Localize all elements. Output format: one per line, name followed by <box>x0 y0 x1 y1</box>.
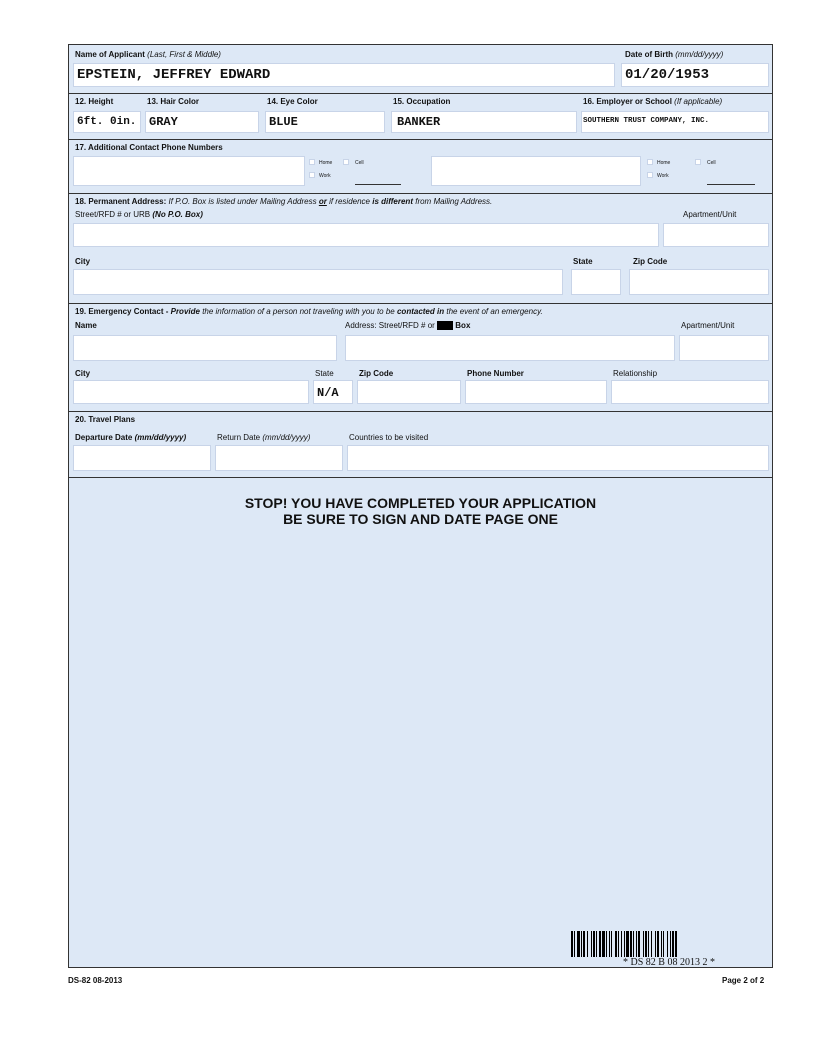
section-divider <box>69 477 772 478</box>
phone-2-work-checkbox[interactable] <box>647 172 653 178</box>
section-divider <box>69 411 772 412</box>
emergency-relationship-field[interactable] <box>611 380 769 404</box>
emergency-phone-field[interactable] <box>465 380 607 404</box>
phone-2-home-checkbox[interactable] <box>647 159 653 165</box>
page-number: Page 2 of 2 <box>722 976 765 985</box>
phone-2-field[interactable] <box>431 156 641 186</box>
travel-plans-label: 20. Travel Plans <box>75 415 136 424</box>
form-id: DS-82 08-2013 <box>68 976 123 985</box>
phone-1-cell-line <box>355 184 401 185</box>
employer-label: 16. Employer or School (If applicable) <box>583 97 723 106</box>
phone-1-home-checkbox[interactable] <box>309 159 315 165</box>
phone-1-cell-checkbox[interactable] <box>343 159 349 165</box>
height-value: 6ft. 0in. <box>77 116 137 128</box>
stop-notice-line-1: STOP! YOU HAVE COMPLETED YOUR APPLICATION <box>244 495 597 511</box>
phone-2-work-label: Work <box>657 173 669 179</box>
phone-1-cell-label: Cell <box>355 160 364 166</box>
permanent-address-label: 18. Permanent Address: If P.O. Box is listed under Mailing Address or if residence is different from Mailing Address. <box>75 197 493 206</box>
street-label: Street/RFD # or URB (No P.O. Box) <box>75 210 203 219</box>
emergency-contact-label: 19. Emergency Contact - Provide the information of a person not traveling with you to be contacted in the event of an emergency. <box>75 307 543 316</box>
additional-phone-label: 17. Additional Contact Phone Numbers <box>75 143 223 152</box>
section-divider <box>69 193 772 194</box>
phone-2-cell-line <box>707 184 755 185</box>
eye-color-value: BLUE <box>269 115 298 129</box>
emergency-state-label: State <box>315 369 334 378</box>
zip-label: Zip Code <box>633 257 668 266</box>
emergency-phone-label: Phone Number <box>467 369 524 378</box>
redaction-block <box>437 321 453 330</box>
emergency-state-value: N/A <box>317 386 339 400</box>
section-divider <box>69 93 772 94</box>
section-divider <box>69 303 772 304</box>
state-field[interactable] <box>571 269 621 295</box>
emergency-apartment-label: Apartment/Unit <box>681 321 735 330</box>
emergency-address-label: Address: Street/RFD # or Box <box>345 321 471 330</box>
hair-color-value: GRAY <box>149 115 178 129</box>
countries-field[interactable] <box>347 445 769 471</box>
stop-notice-line-2: BE SURE TO SIGN AND DATE PAGE ONE <box>283 511 558 527</box>
emergency-name-field[interactable] <box>73 335 337 361</box>
phone-1-home-label: Home <box>319 160 333 166</box>
street-field[interactable] <box>73 223 659 247</box>
emergency-name-label: Name <box>75 321 97 330</box>
city-field[interactable] <box>73 269 563 295</box>
emergency-city-field[interactable] <box>73 380 309 404</box>
eye-color-label: 14. Eye Color <box>267 97 318 106</box>
return-date-field[interactable] <box>215 445 343 471</box>
name-of-applicant-label: Name of Applicant (Last, First & Middle) <box>75 50 221 59</box>
hair-color-label: 13. Hair Color <box>147 97 200 106</box>
employer-value: SOUTHERN TRUST COMPANY, INC. <box>583 117 710 125</box>
apartment-label: Apartment/Unit <box>683 210 737 219</box>
emergency-zip-field[interactable] <box>357 380 461 404</box>
phone-2-cell-label: Cell <box>707 160 716 166</box>
countries-label: Countries to be visited <box>349 433 429 442</box>
apartment-field[interactable] <box>663 223 769 247</box>
date-of-birth-value: 01/20/1953 <box>625 67 710 83</box>
state-label: State <box>573 257 593 266</box>
phone-1-work-checkbox[interactable] <box>309 172 315 178</box>
height-label: 12. Height <box>75 97 114 106</box>
section-divider <box>69 139 772 140</box>
phone-1-field[interactable] <box>73 156 305 186</box>
emergency-relationship-label: Relationship <box>613 369 658 378</box>
emergency-city-label: City <box>75 369 91 378</box>
phone-2-cell-checkbox[interactable] <box>695 159 701 165</box>
date-of-birth-label: Date of Birth (mm/dd/yyyy) <box>625 50 724 59</box>
emergency-apartment-field[interactable] <box>679 335 769 361</box>
phone-2-home-label: Home <box>657 160 671 166</box>
city-label: City <box>75 257 91 266</box>
emergency-address-field[interactable] <box>345 335 675 361</box>
emergency-zip-label: Zip Code <box>359 369 394 378</box>
barcode <box>571 931 767 957</box>
occupation-label: 15. Occupation <box>393 97 451 106</box>
barcode-text: * DS 82 B 08 2013 2 * <box>623 957 715 968</box>
departure-date-label: Departure Date (mm/dd/yyyy) <box>75 433 187 442</box>
return-date-label: Return Date (mm/dd/yyyy) <box>217 433 311 442</box>
applicant-name-value: EPSTEIN, JEFFREY EDWARD <box>77 67 271 83</box>
zip-field[interactable] <box>629 269 769 295</box>
departure-date-field[interactable] <box>73 445 211 471</box>
phone-1-work-label: Work <box>319 173 331 179</box>
occupation-value: BANKER <box>397 115 441 129</box>
ds82-form-page <box>68 44 773 968</box>
